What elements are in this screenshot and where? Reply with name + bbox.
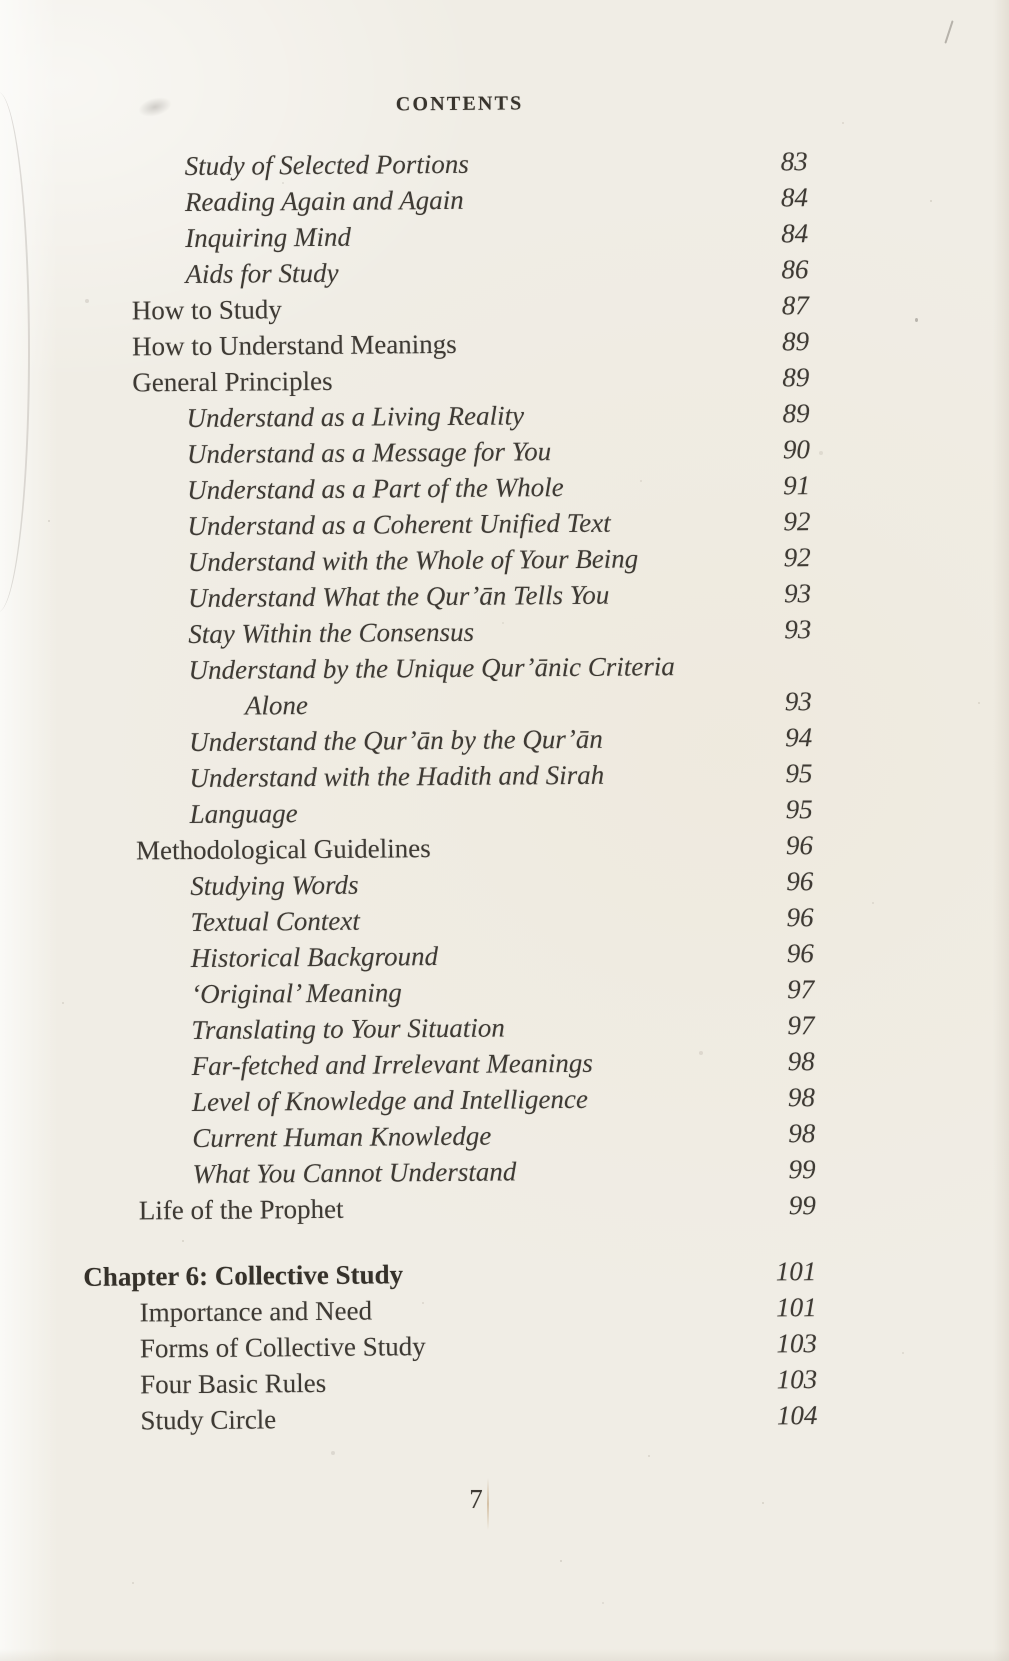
toc-entry-label: Understand as a Part of the Whole bbox=[187, 472, 564, 506]
toc-row bbox=[78, 647, 811, 689]
toc-row bbox=[81, 1007, 814, 1049]
right-edge-shadow bbox=[993, 0, 1009, 1661]
toc-entry-label: How to Study bbox=[131, 294, 282, 326]
toc-entry-label: Studying Words bbox=[190, 869, 359, 901]
toc-row bbox=[75, 215, 808, 257]
toc-entry-label: Inquiring Mind bbox=[185, 221, 352, 254]
toc-entry-page: 84 bbox=[780, 182, 809, 213]
toc-entry-page: 97 bbox=[787, 974, 815, 1005]
toc-row bbox=[75, 251, 808, 293]
toc-entry-page: 103 bbox=[776, 1364, 818, 1395]
toc-entry-page: 89 bbox=[782, 362, 810, 393]
toc-row bbox=[78, 575, 811, 617]
page-title: CONTENTS bbox=[395, 92, 524, 116]
toc-entry-label: Understand as a Message for You bbox=[186, 436, 552, 470]
toc-entry-label: Historical Background bbox=[190, 941, 439, 973]
toc-entry-page: 101 bbox=[776, 1292, 817, 1323]
toc-row bbox=[78, 611, 811, 653]
toc-entry-label: Stay Within the Consensus bbox=[188, 616, 475, 649]
toc-entry-label: Study of Selected Portions bbox=[184, 148, 469, 182]
toc-row bbox=[80, 827, 813, 869]
scan-artifact-slash bbox=[944, 20, 953, 43]
toc-entry-label: ‘Original’ Meaning bbox=[191, 977, 402, 1009]
toc-entry-label: Alone bbox=[244, 690, 308, 721]
scan-artifact-dot bbox=[915, 318, 918, 322]
toc-entry-page: 93 bbox=[783, 578, 812, 609]
toc-entry-page: 93 bbox=[784, 614, 812, 645]
toc-entry-page: 101 bbox=[775, 1256, 817, 1287]
toc-entry-page bbox=[740, 674, 812, 675]
toc-row bbox=[79, 719, 812, 761]
toc-entry-label: Methodological Guidelines bbox=[135, 833, 431, 866]
toc-entry-label: Reading Again and Again bbox=[184, 184, 464, 218]
toc-entry-page: 96 bbox=[786, 866, 814, 897]
toc-entry-page: 98 bbox=[787, 1082, 816, 1113]
toc-entry-label: Understand What the Qur’ān Tells You bbox=[187, 579, 610, 613]
toc-row bbox=[78, 539, 811, 581]
toc-list bbox=[74, 143, 817, 1439]
toc-entry-page: 91 bbox=[783, 470, 811, 501]
toc-entry-label: Understand as a Coherent Unified Text bbox=[187, 507, 611, 542]
toc-entry-label: Far-fetched and Irrelevant Meanings bbox=[191, 1047, 593, 1081]
toc-entry-label: Aids for Study bbox=[185, 257, 339, 290]
toc-entry-label: Life of the Prophet bbox=[138, 1193, 344, 1226]
toc-entry-label: Study Circle bbox=[140, 1404, 277, 1436]
toc-row bbox=[77, 503, 810, 545]
toc-entry-page: 89 bbox=[781, 326, 810, 357]
toc-entry-page: 84 bbox=[781, 218, 809, 249]
toc-row bbox=[74, 143, 807, 185]
paper-speckles bbox=[0, 0, 2, 2]
toc-entry-label: Understand with the Hadith and Sirah bbox=[189, 759, 605, 793]
toc-entry-page: 96 bbox=[786, 938, 814, 969]
toc-entry-page: 103 bbox=[776, 1328, 818, 1359]
toc-content bbox=[74, 81, 818, 1439]
toc-entry-page: 99 bbox=[788, 1154, 816, 1185]
toc-entry-page: 83 bbox=[780, 146, 808, 177]
toc-entry-label: Language bbox=[189, 798, 298, 829]
toc-entry-page: 99 bbox=[788, 1190, 816, 1221]
toc-entry-page: 98 bbox=[788, 1118, 816, 1149]
toc-entry-label: Understand by the Unique Qur’ānic Criteria bbox=[188, 651, 675, 685]
toc-row bbox=[80, 863, 813, 905]
toc-row bbox=[82, 1115, 815, 1157]
toc-entry-label: Level of Knowledge and Intelligence bbox=[191, 1083, 588, 1117]
toc-entry-label: General Principles bbox=[132, 365, 333, 398]
toc-entry-label: What You Cannot Understand bbox=[192, 1156, 517, 1189]
toc-row bbox=[82, 1151, 815, 1193]
toc-entry-label: Translating to Your Situation bbox=[191, 1012, 505, 1045]
toc-entry-page: 93 bbox=[784, 686, 812, 717]
toc-entry-page: 86 bbox=[781, 254, 809, 285]
toc-entry-label: Four Basic Rules bbox=[140, 1367, 327, 1400]
toc-row bbox=[76, 287, 809, 329]
toc-row bbox=[81, 971, 814, 1013]
toc-entry-label: Textual Context bbox=[190, 905, 360, 937]
toc-entry-page: 104 bbox=[776, 1400, 818, 1431]
toc-row bbox=[84, 1325, 817, 1367]
toc-row bbox=[77, 467, 810, 509]
footer-page-number: 7 bbox=[469, 1484, 483, 1514]
toc-row bbox=[84, 1397, 817, 1439]
toc-row bbox=[82, 1043, 815, 1085]
toc-row bbox=[75, 179, 808, 221]
toc-entry-page: 92 bbox=[783, 542, 811, 573]
toc-row bbox=[76, 323, 809, 365]
toc-row bbox=[80, 791, 813, 833]
toc-entry-page: 94 bbox=[785, 722, 813, 753]
toc-entry-label: Understand as a Living Reality bbox=[186, 400, 525, 434]
toc-row bbox=[79, 755, 812, 797]
toc-entry-page: 89 bbox=[782, 398, 810, 429]
toc-entry-page: 95 bbox=[785, 758, 813, 789]
toc-entry-label: Understand the Qur’ān by the Qur’ān bbox=[189, 723, 603, 757]
toc-row bbox=[82, 1079, 815, 1121]
toc-entry-page: 96 bbox=[786, 902, 814, 933]
toc-row bbox=[76, 359, 809, 401]
toc-row bbox=[84, 1361, 817, 1403]
toc-entry-page: 95 bbox=[785, 794, 813, 825]
toc-entry-label: Current Human Knowledge bbox=[192, 1120, 492, 1153]
toc-row bbox=[83, 1289, 816, 1331]
toc-entry-label: Chapter 6: Collective Study bbox=[83, 1259, 404, 1292]
toc-row bbox=[77, 431, 810, 473]
toc-entry-label: Understand with the Whole of Your Being bbox=[187, 543, 639, 577]
toc-row bbox=[83, 1187, 816, 1229]
bottom-edge-shadow bbox=[0, 1649, 1009, 1661]
toc-row bbox=[83, 1253, 816, 1295]
toc-entry-page: 98 bbox=[787, 1046, 815, 1077]
toc-entry-page: 97 bbox=[787, 1010, 815, 1041]
toc-entry-page: 87 bbox=[781, 290, 809, 321]
toc-entry-page: 96 bbox=[785, 830, 814, 861]
toc-entry-page: 92 bbox=[783, 506, 811, 537]
toc-row bbox=[80, 899, 813, 941]
toc-entry-page: 90 bbox=[782, 434, 810, 465]
toc-row bbox=[79, 683, 812, 725]
toc-entry-label: Importance and Need bbox=[139, 1295, 373, 1328]
toc-row bbox=[81, 935, 814, 977]
toc-entry-label: Forms of Collective Study bbox=[139, 1331, 426, 1364]
toc-row bbox=[76, 395, 809, 437]
toc-entry-label: How to Understand Meanings bbox=[131, 328, 457, 362]
